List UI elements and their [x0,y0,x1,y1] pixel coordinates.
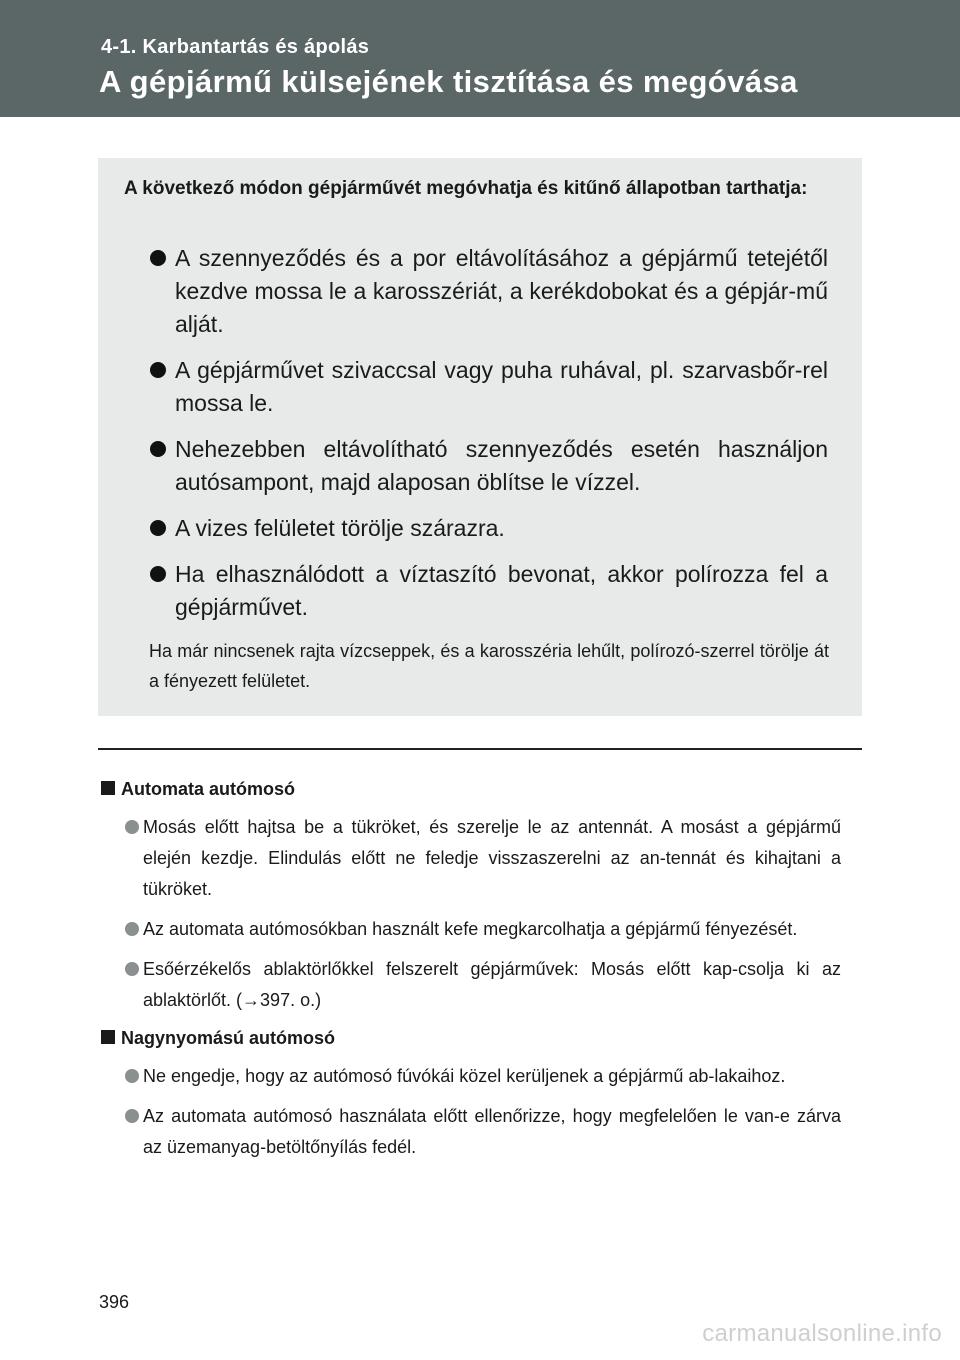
page-header [0,0,960,117]
bullet-icon [125,1109,139,1123]
list-item-text: Nehezebben eltávolítható szennyeződés esetén használjon autósampont, majd alaposan öblítse le vízzel. [175,436,828,495]
summary-box [98,158,862,716]
list-item [124,558,828,624]
section-label: 4-1. Karbantartás és ápolás [101,36,370,58]
bullet-icon [150,520,166,536]
section-heading-car-wash [101,776,841,802]
list-item [124,242,828,341]
bullet-icon [125,922,139,936]
list-item [101,812,841,905]
list-item [124,512,828,545]
divider [98,748,862,750]
summary-note: Ha már nincsenek rajta vízcseppek, és a karosszéria lehűlt, polírozó-szerrel törölje át a fényezett felületet. [149,641,829,691]
square-bullet-icon [101,1030,115,1044]
bullet-icon [150,362,166,378]
summary-list [124,242,828,637]
list-item-text: Mosás előtt hajtsa be a tükröket, és szerelje le az antennát. A mosást a gépjármű elején kezdje. Elindulás előtt ne feledje visszaszerelni az an-tennát és kihajtani a tükröket. [143,817,841,899]
list-item [101,1101,841,1163]
watermark: carmanualsonline.info [702,1320,942,1347]
bullet-icon [125,962,139,976]
list-item-text: Ha elhasználódott a víztaszító bevonat, akkor polírozza fel a gépjárművet. [175,561,828,620]
section-heading-text: Nagynyomású autómosó [121,1028,336,1048]
list-item-text: Ne engedje, hogy az autómosó fúvókái közel kerüljenek a gépjármű ab-lakaihoz. [143,1066,786,1086]
section-heading-text: Automata autómosó [121,779,296,799]
bullet-icon [150,250,166,266]
list-item [101,954,841,1016]
list-item [124,354,828,420]
bullet-icon [150,441,166,457]
square-bullet-icon [101,781,115,795]
bullet-icon [125,820,139,834]
page-title: A gépjármű külsejének tisztítása és megóvása [99,64,798,99]
list-item-text: Az automata autómosókban használt kefe megkarcolhatja a gépjármű fényezését. [143,919,798,939]
list-item-text: Az automata autómosó használata előtt ellenőrizze, hogy megfelelően le van-e zárva az üzemanyag-betöltőnyílás fedél. [143,1106,841,1157]
list-item [101,1061,841,1092]
list-item [124,433,828,499]
list-item-text: A gépjárművet szivaccsal vagy puha ruhával, pl. szarvasbőr-rel mossa le. [175,357,828,416]
section-heading-high-pressure-wash [101,1025,841,1051]
list-item-text: A szennyeződés és a por eltávolításához a gépjármű tetejétől kezdve mossa le a karosszériát, a kerékdobokat és a gépjár-mű alját. [175,245,828,337]
page-number: 396 [99,1292,130,1312]
bullet-icon [125,1069,139,1083]
list-item [101,914,841,945]
notes-section [101,776,841,1172]
list-item-text: Esőérzékelős ablaktörlőkkel felszerelt gépjárművek: Mosás előtt kap-csolja ki az ablaktörlőt. (→397. o.) [143,959,841,1010]
bullet-icon [150,566,166,582]
summary-intro: A következő módon gépjárművét megóvhatja és kitűnő állapotban tarthatja: [124,178,808,199]
list-item-text: A vizes felületet törölje szárazra. [175,515,505,541]
